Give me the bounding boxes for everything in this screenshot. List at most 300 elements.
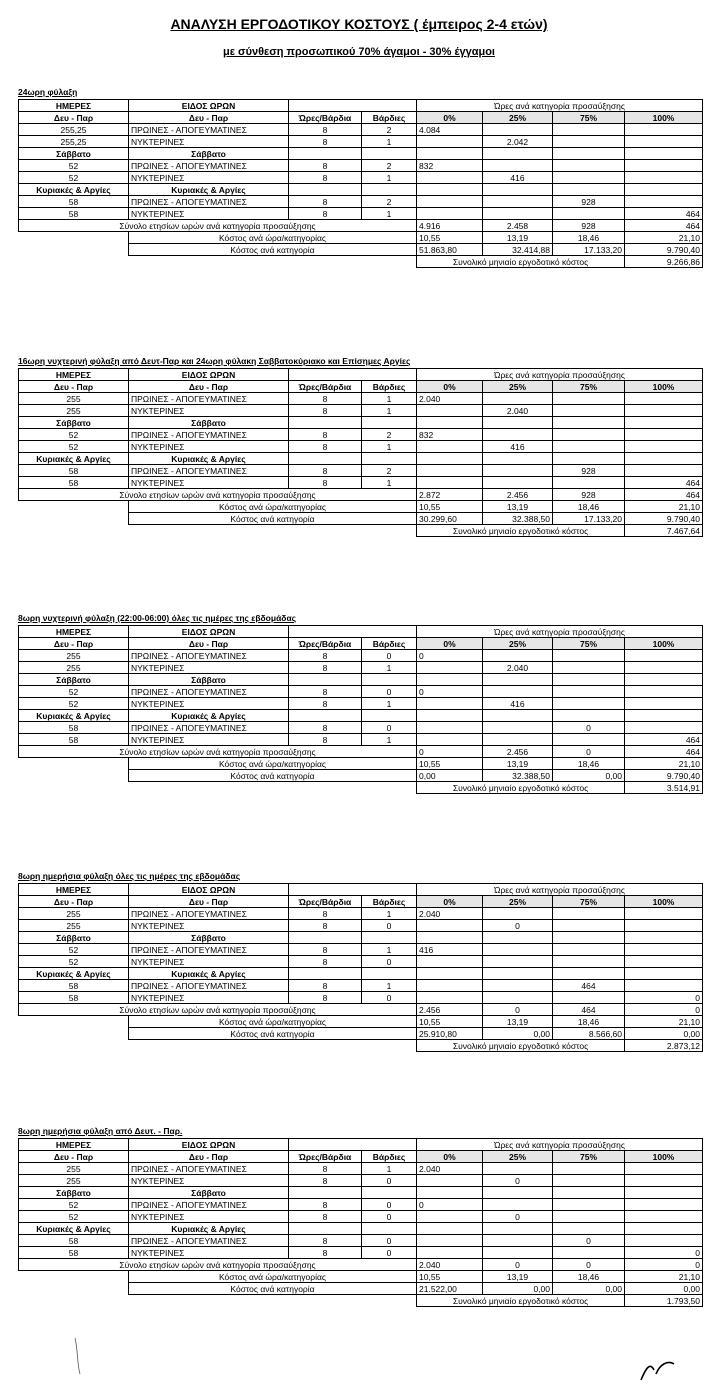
table-cell	[417, 710, 483, 722]
table-cell	[19, 770, 129, 782]
group-day-label: Σάββατο	[19, 1187, 129, 1199]
hours-p100	[625, 136, 703, 148]
shifts-value: 1	[362, 1163, 417, 1175]
hours-p75	[553, 393, 625, 405]
hours-per-shift-value: 8	[289, 980, 362, 992]
table-cell	[289, 148, 362, 160]
table-cell	[625, 184, 703, 196]
header-hours-per-shift: Ώρες/Βάρδια	[289, 1151, 362, 1163]
annual-total-label: Σύνολο ετησίων ωρών ανά κατηγορία προσαύξησης	[19, 1004, 417, 1016]
table-row	[19, 944, 703, 956]
days-value: 52	[19, 429, 129, 441]
cost-per-hour-value: 18,46	[553, 758, 625, 770]
shifts-value: 0	[362, 992, 417, 1004]
header-empty	[362, 1139, 417, 1151]
table-row	[19, 1175, 703, 1187]
table-cell	[417, 674, 483, 686]
group-hours-label: Κυριακές & Αργίες	[129, 710, 289, 722]
header-empty	[289, 1139, 362, 1151]
hours-p0	[417, 722, 483, 734]
table-cell	[289, 184, 362, 196]
hours-p75	[553, 650, 625, 662]
days-value: 255,25	[19, 124, 129, 136]
hours-p0: 2.040	[417, 393, 483, 405]
hours-type-value: ΠΡΩΙΝΕΣ - ΑΠΟΓΕΥΜΑΤΙΝΕΣ	[129, 722, 289, 734]
hours-p100	[625, 920, 703, 932]
hours-p100: 464	[625, 734, 703, 746]
table-cell	[19, 782, 417, 794]
hours-type-value: ΝΥΚΤΕΡΙΝΕΣ	[129, 662, 289, 674]
hours-p100	[625, 429, 703, 441]
header-category: Ώρες ανά κατηγορία προσαύξησης	[417, 100, 703, 112]
table-cell	[19, 1040, 417, 1052]
hours-type-value: ΠΡΩΙΝΕΣ - ΑΠΟΓΕΥΜΑΤΙΝΕΣ	[129, 686, 289, 698]
cost-section	[18, 86, 702, 268]
table-cell	[362, 148, 417, 160]
hours-per-shift-value: 8	[289, 944, 362, 956]
hours-per-shift-value: 8	[289, 429, 362, 441]
hours-p100	[625, 980, 703, 992]
hours-p100	[625, 1163, 703, 1175]
page-title: ΑΝΑΛΥΣΗ ΕΡΓΟΔΟΤΙΚΟΥ ΚΟΣΤΟΥΣ ( έμπειρος 2-4 ετών)	[170, 16, 548, 32]
table-cell	[625, 148, 703, 160]
table-cell	[417, 184, 483, 196]
hours-p25	[483, 908, 553, 920]
hours-p0	[417, 734, 483, 746]
hours-type-value: ΠΡΩΙΝΕΣ - ΑΠΟΓΕΥΜΑΤΙΝΕΣ	[129, 944, 289, 956]
table-cell	[553, 674, 625, 686]
hours-type-value: ΝΥΚΤΕΡΙΝΕΣ	[129, 956, 289, 968]
table-cell	[625, 674, 703, 686]
cost-per-hour-value: 18,46	[553, 1016, 625, 1028]
cost-table	[18, 625, 703, 794]
header-category: Ώρες ανά κατηγορία προσαύξησης	[417, 626, 703, 638]
table-cell	[362, 453, 417, 465]
cost-per-category-value: 0,00	[553, 1283, 625, 1295]
table-cell	[553, 932, 625, 944]
cost-per-hour-label: Κόστος ανά ώρα/κατηγορίας	[129, 1271, 417, 1283]
header-pct75: 75%	[553, 1151, 625, 1163]
header-weekdays: Δευ - Παρ	[19, 638, 129, 650]
shifts-value: 1	[362, 908, 417, 920]
shifts-value: 1	[362, 980, 417, 992]
hours-p25: 0	[483, 1211, 553, 1223]
days-value: 58	[19, 196, 129, 208]
header-pct0: 0%	[417, 638, 483, 650]
days-value: 52	[19, 1211, 129, 1223]
hours-per-shift-value: 8	[289, 1163, 362, 1175]
hours-p0: 4.084	[417, 124, 483, 136]
annual-total-value: 0	[483, 1259, 553, 1271]
hours-p100	[625, 160, 703, 172]
table-cell	[625, 1223, 703, 1235]
hours-p100	[625, 662, 703, 674]
cost-per-category-value: 17.133,20	[553, 513, 625, 525]
hours-p75	[553, 1247, 625, 1259]
table-row	[19, 124, 703, 136]
section-title: 8ωρη νυχτερινή φύλαξη (22:00-06:00) όλες τις ημέρες της εβδομάδας	[18, 613, 297, 623]
hours-p75: 464	[553, 980, 625, 992]
hours-type-value: ΝΥΚΤΕΡΙΝΕΣ	[129, 1211, 289, 1223]
header-days: ΗΜΕΡΕΣ	[19, 369, 129, 381]
shifts-value: 2	[362, 160, 417, 172]
group-hours-label: Κυριακές & Αργίες	[129, 1223, 289, 1235]
hours-p0: 832	[417, 160, 483, 172]
annual-total-value: 2.458	[483, 220, 553, 232]
cost-section	[18, 1125, 702, 1307]
annual-total-value: 0	[625, 1004, 703, 1016]
hours-p75	[553, 477, 625, 489]
hours-p25	[483, 196, 553, 208]
shifts-value: 0	[362, 1199, 417, 1211]
table-cell	[417, 1187, 483, 1199]
hours-p0	[417, 196, 483, 208]
hours-p25	[483, 944, 553, 956]
hours-type-value: ΠΡΩΙΝΕΣ - ΑΠΟΓΕΥΜΑΤΙΝΕΣ	[129, 196, 289, 208]
hours-p25: 2.040	[483, 405, 553, 417]
days-value: 52	[19, 160, 129, 172]
table-cell	[362, 710, 417, 722]
table-cell	[553, 453, 625, 465]
monthly-total-value: 2.873,12	[625, 1040, 703, 1052]
table-cell	[625, 932, 703, 944]
hours-p75	[553, 920, 625, 932]
hours-p100	[625, 441, 703, 453]
hours-per-shift-value: 8	[289, 920, 362, 932]
monthly-total-label: Συνολικό μηνιαίο εργοδοτικό κόστος	[417, 1040, 625, 1052]
shifts-value: 2	[362, 429, 417, 441]
table-row	[19, 722, 703, 734]
section-title: 24ωρη φύλαξη	[18, 87, 78, 97]
cost-per-category-value: 32.388,50	[483, 770, 553, 782]
monthly-total-label: Συνολικό μηνιαίο εργοδοτικό κόστος	[417, 782, 625, 794]
hours-p0	[417, 662, 483, 674]
hours-p75	[553, 1163, 625, 1175]
group-day-label: Σάββατο	[19, 932, 129, 944]
header-category: Ώρες ανά κατηγορία προσαύξησης	[417, 369, 703, 381]
hours-p0	[417, 1235, 483, 1247]
shifts-value: 1	[362, 698, 417, 710]
annual-total-value: 4.916	[417, 220, 483, 232]
page-subtitle: με σύνθεση προσωπικού 70% άγαμοι - 30% έγγαμοι	[223, 46, 495, 58]
hours-p100	[625, 956, 703, 968]
hours-type-value: ΠΡΩΙΝΕΣ - ΑΠΟΓΕΥΜΑΤΙΝΕΣ	[129, 393, 289, 405]
table-row	[19, 208, 703, 220]
hours-p25	[483, 477, 553, 489]
table-cell	[553, 417, 625, 429]
cost-per-category-label: Κόστος ανά κατηγορία	[129, 1028, 417, 1040]
shifts-value: 2	[362, 196, 417, 208]
header-pct75: 75%	[553, 896, 625, 908]
shifts-value: 1	[362, 662, 417, 674]
hours-p100	[625, 1211, 703, 1223]
cost-per-category-value: 17.133,20	[553, 244, 625, 256]
table-cell	[417, 148, 483, 160]
table-cell	[417, 1223, 483, 1235]
annual-total-value: 0	[553, 746, 625, 758]
hours-type-value: ΠΡΩΙΝΕΣ - ΑΠΟΓΕΥΜΑΤΙΝΕΣ	[129, 160, 289, 172]
hours-p0	[417, 477, 483, 489]
shifts-value: 1	[362, 405, 417, 417]
hours-p25: 2.040	[483, 662, 553, 674]
hours-type-value: ΠΡΩΙΝΕΣ - ΑΠΟΓΕΥΜΑΤΙΝΕΣ	[129, 908, 289, 920]
table-row	[19, 908, 703, 920]
days-value: 255	[19, 1175, 129, 1187]
hours-p0: 0	[417, 1199, 483, 1211]
hours-p25	[483, 734, 553, 746]
annual-total-value: 2.456	[483, 746, 553, 758]
cost-per-category-label: Κόστος ανά κατηγορία	[129, 244, 417, 256]
hours-p100	[625, 908, 703, 920]
days-value: 255,25	[19, 136, 129, 148]
hours-p25	[483, 429, 553, 441]
header-pct0: 0%	[417, 381, 483, 393]
header-weekdays: Δευ - Παρ	[129, 112, 289, 124]
shifts-value: 2	[362, 465, 417, 477]
cost-per-hour-value: 10,55	[417, 1271, 483, 1283]
hours-p75	[553, 686, 625, 698]
hours-p25	[483, 465, 553, 477]
cost-per-category-value: 0,00	[625, 1283, 703, 1295]
hours-p100	[625, 1175, 703, 1187]
shifts-value: 1	[362, 477, 417, 489]
annual-total-value: 2.040	[417, 1259, 483, 1271]
header-pct100: 100%	[625, 896, 703, 908]
table-cell	[289, 1187, 362, 1199]
shifts-value: 1	[362, 172, 417, 184]
shifts-value: 0	[362, 722, 417, 734]
monthly-total-label: Συνολικό μηνιαίο εργοδοτικό κόστος	[417, 1295, 625, 1307]
hours-p0	[417, 441, 483, 453]
hours-p100	[625, 393, 703, 405]
shifts-value: 1	[362, 208, 417, 220]
group-day-label: Κυριακές & Αργίες	[19, 968, 129, 980]
cost-per-category-value: 0,00	[417, 770, 483, 782]
header-pct0: 0%	[417, 1151, 483, 1163]
shifts-value: 0	[362, 650, 417, 662]
hours-p75	[553, 160, 625, 172]
hours-p25	[483, 956, 553, 968]
cost-per-category-value: 21.522,00	[417, 1283, 483, 1295]
hours-p75	[553, 136, 625, 148]
table-row	[19, 1247, 703, 1259]
days-value: 58	[19, 1247, 129, 1259]
table-cell	[19, 1283, 129, 1295]
table-cell	[417, 932, 483, 944]
hours-p100: 464	[625, 208, 703, 220]
hours-p25	[483, 393, 553, 405]
hours-p75: 928	[553, 465, 625, 477]
table-cell	[362, 417, 417, 429]
table-cell	[19, 758, 129, 770]
table-cell	[19, 501, 129, 513]
days-value: 255	[19, 920, 129, 932]
annual-total-value: 464	[553, 1004, 625, 1016]
table-cell	[553, 968, 625, 980]
shifts-value: 0	[362, 1175, 417, 1187]
days-value: 52	[19, 1199, 129, 1211]
hours-p100	[625, 686, 703, 698]
header-weekdays: Δευ - Παρ	[129, 638, 289, 650]
table-cell	[483, 184, 553, 196]
table-cell	[483, 968, 553, 980]
table-cell	[483, 148, 553, 160]
table-row	[19, 196, 703, 208]
shifts-value: 0	[362, 1235, 417, 1247]
hours-p100	[625, 1235, 703, 1247]
hours-type-value: ΠΡΩΙΝΕΣ - ΑΠΟΓΕΥΜΑΤΙΝΕΣ	[129, 1199, 289, 1211]
table-row	[19, 1163, 703, 1175]
table-cell	[19, 232, 129, 244]
hours-per-shift-value: 8	[289, 441, 362, 453]
hours-p75	[553, 441, 625, 453]
hours-per-shift-value: 8	[289, 160, 362, 172]
hours-p75	[553, 734, 625, 746]
hours-p100	[625, 124, 703, 136]
group-day-label: Κυριακές & Αργίες	[19, 184, 129, 196]
hours-p100: 0	[625, 992, 703, 1004]
shifts-value: 0	[362, 956, 417, 968]
group-hours-label: Σάββατο	[129, 1187, 289, 1199]
annual-total-value: 2.456	[483, 489, 553, 501]
header-pct75: 75%	[553, 112, 625, 124]
table-row	[19, 160, 703, 172]
table-cell	[362, 932, 417, 944]
annual-total-value: 928	[553, 220, 625, 232]
hours-p75: 928	[553, 196, 625, 208]
hours-type-value: ΝΥΚΤΕΡΙΝΕΣ	[129, 477, 289, 489]
table-cell	[483, 932, 553, 944]
table-cell	[362, 1187, 417, 1199]
group-day-label: Σάββατο	[19, 417, 129, 429]
hours-p25: 0	[483, 1175, 553, 1187]
hours-p100	[625, 698, 703, 710]
header-empty	[289, 884, 362, 896]
table-cell	[289, 710, 362, 722]
table-cell	[553, 1187, 625, 1199]
table-cell	[553, 1223, 625, 1235]
header-hours-type: ΕΙΔΟΣ ΩΡΩΝ	[129, 369, 289, 381]
days-value: 52	[19, 698, 129, 710]
table-row	[19, 1235, 703, 1247]
hours-type-value: ΝΥΚΤΕΡΙΝΕΣ	[129, 405, 289, 417]
header-pct75: 75%	[553, 381, 625, 393]
hours-p25	[483, 1235, 553, 1247]
table-row	[19, 662, 703, 674]
hours-p25	[483, 992, 553, 1004]
hours-p75: 0	[553, 722, 625, 734]
hours-p0	[417, 956, 483, 968]
header-pct25: 25%	[483, 381, 553, 393]
days-value: 58	[19, 465, 129, 477]
cost-per-category-value: 8.566,60	[553, 1028, 625, 1040]
days-value: 58	[19, 208, 129, 220]
hours-p0	[417, 1175, 483, 1187]
table-cell	[289, 968, 362, 980]
hours-per-shift-value: 8	[289, 405, 362, 417]
hours-p0	[417, 136, 483, 148]
annual-total-value: 464	[625, 489, 703, 501]
table-row	[19, 698, 703, 710]
header-category: Ώρες ανά κατηγορία προσαύξησης	[417, 1139, 703, 1151]
table-row	[19, 172, 703, 184]
table-row	[19, 429, 703, 441]
hours-p0: 0	[417, 686, 483, 698]
table-row	[19, 956, 703, 968]
days-value: 58	[19, 980, 129, 992]
cost-section	[18, 612, 702, 794]
header-pct100: 100%	[625, 112, 703, 124]
hours-p100: 464	[625, 477, 703, 489]
header-weekdays: Δευ - Παρ	[19, 896, 129, 908]
hours-per-shift-value: 8	[289, 196, 362, 208]
table-row	[19, 441, 703, 453]
days-value: 52	[19, 172, 129, 184]
annual-total-value: 0	[417, 746, 483, 758]
days-value: 58	[19, 477, 129, 489]
table-cell	[483, 417, 553, 429]
cost-per-hour-label: Κόστος ανά ώρα/κατηγορίας	[129, 232, 417, 244]
hours-type-value: ΝΥΚΤΕΡΙΝΕΣ	[129, 992, 289, 1004]
cost-per-hour-label: Κόστος ανά ώρα/κατηγορίας	[129, 1016, 417, 1028]
group-hours-label: Σάββατο	[129, 932, 289, 944]
hours-p100	[625, 465, 703, 477]
days-value: 52	[19, 441, 129, 453]
hours-p100	[625, 1199, 703, 1211]
table-row	[19, 465, 703, 477]
days-value: 255	[19, 650, 129, 662]
hours-p0: 2.040	[417, 908, 483, 920]
header-days: ΗΜΕΡΕΣ	[19, 1139, 129, 1151]
hours-per-shift-value: 8	[289, 477, 362, 489]
annual-total-label: Σύνολο ετησίων ωρών ανά κατηγορία προσαύξησης	[19, 1259, 417, 1271]
hours-p0	[417, 465, 483, 477]
hours-p25	[483, 650, 553, 662]
hours-type-value: ΝΥΚΤΕΡΙΝΕΣ	[129, 734, 289, 746]
table-cell	[625, 710, 703, 722]
hours-p25	[483, 686, 553, 698]
hours-p25	[483, 1247, 553, 1259]
table-row	[19, 393, 703, 405]
header-pct25: 25%	[483, 896, 553, 908]
cost-per-hour-value: 21,10	[625, 501, 703, 513]
header-pct25: 25%	[483, 638, 553, 650]
cost-per-hour-value: 13,19	[483, 758, 553, 770]
shifts-value: 0	[362, 1247, 417, 1259]
shifts-value: 1	[362, 393, 417, 405]
header-weekdays: Δευ - Παρ	[19, 1151, 129, 1163]
header-hours-per-shift: Ώρες/Βάρδια	[289, 112, 362, 124]
monthly-total-label: Συνολικό μηνιαίο εργοδοτικό κόστος	[417, 256, 625, 268]
table-row	[19, 650, 703, 662]
table-cell	[289, 932, 362, 944]
hours-p75	[553, 992, 625, 1004]
table-row	[19, 734, 703, 746]
hours-p75	[553, 1199, 625, 1211]
hours-p25	[483, 1199, 553, 1211]
hours-p0	[417, 992, 483, 1004]
hours-per-shift-value: 8	[289, 1211, 362, 1223]
annual-total-value: 464	[625, 746, 703, 758]
hours-p25	[483, 1163, 553, 1175]
cost-per-category-value: 9.790,40	[625, 770, 703, 782]
hours-per-shift-value: 8	[289, 1247, 362, 1259]
table-row	[19, 920, 703, 932]
hours-per-shift-value: 8	[289, 662, 362, 674]
hours-per-shift-value: 8	[289, 1175, 362, 1187]
monthly-total-value: 7.467,64	[625, 525, 703, 537]
days-value: 58	[19, 722, 129, 734]
